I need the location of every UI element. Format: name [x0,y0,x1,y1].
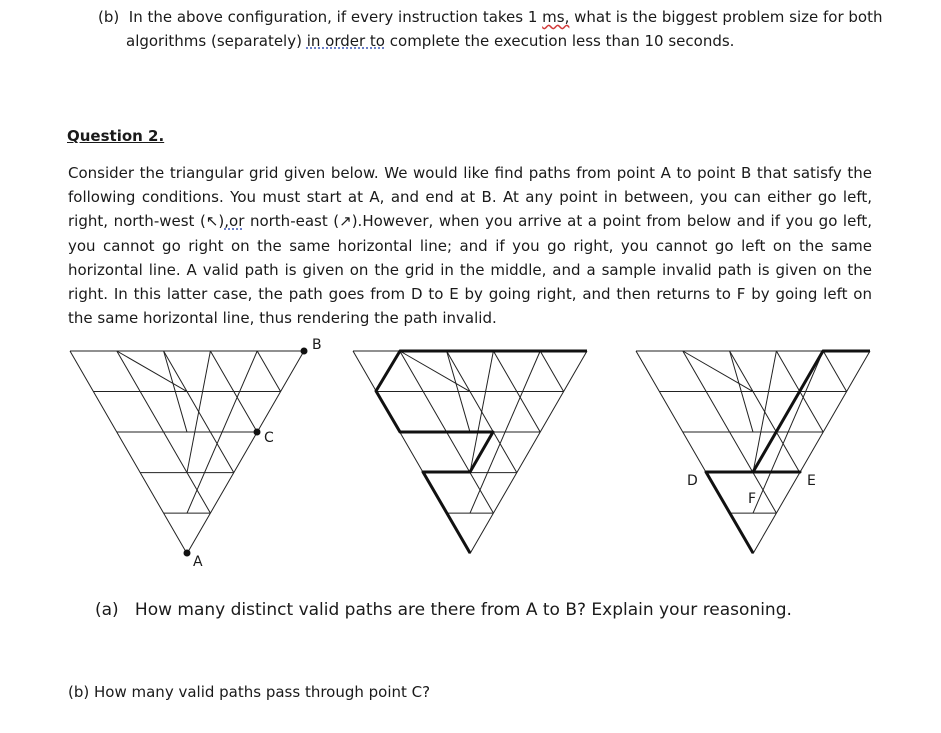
para-text-c: north-east (↗).However, when you arrive at a point from below and if you go left, you cannot go right on the same horizontal line; and if you go right, you cannot go left on the same horizontal line. A valid path is given on the grid in the middle, and a sample invalid path is given on the right. In this latter case, the path goes from D to E by going right, and then returns to F by going left on the same horizontal line, thus rendering the path invalid. [68,212,872,328]
part-a-question [95,600,792,620]
grid-diagonal-line [187,351,210,473]
question-2-heading: Question 2. [67,127,165,145]
grid-left [70,337,322,570]
point-a-dot [184,550,191,557]
part-b2-text: How many valid paths pass through point C? [94,683,431,701]
grid-diagonal-line [400,351,470,392]
grid-diagonal-line [683,351,753,392]
part-b-question [68,683,430,701]
label-f: F [748,491,757,507]
part-b-text-1a: In the above configuration, if every instruction takes 1 [128,8,543,26]
label-c: C [264,430,274,446]
part-b-text-2b: in order to [306,32,385,50]
grid-diagonal-line [540,351,563,392]
part-b-text-2c: complete the execution less than 10 seconds. [385,32,735,50]
part-b-text-2a: algorithms (separately) [126,32,307,50]
label-a: A [193,554,203,570]
part-b-label: (b) [98,8,120,26]
grid-right-invalid-path [636,351,870,554]
part-b-text-1b: ms, [542,8,570,26]
part-a-text: How many distinct valid paths are there from A to B? Explain your reasoning. [134,600,792,620]
part-b2-label: (b) [68,683,90,701]
point-b-dot [301,348,308,355]
grid-diagonal-line [257,351,280,392]
point-c-dot [254,429,261,436]
grid-middle-valid-path [353,351,587,554]
part-b-text-1c: what is the biggest problem size for both [569,8,883,26]
grid-diagonal-line [117,351,187,392]
part-a-label: (a) [95,600,119,620]
part-b-question-line-1 [98,8,883,26]
para-text-a: Consider the triangular grid given below. We would like find paths from point A to point B that satisfy the following conditions. You must start at A, and end at B. At any point in between, you can either go left, right, north-west (↖) [68,164,872,231]
valid-path-line [376,351,587,553]
para-text-b: ,or [224,212,245,231]
triangular-grids-figure [0,330,941,575]
question-2-paragraph [68,161,872,330]
label-d: D [687,473,698,489]
label-b: B [312,337,322,353]
part-b-question-line-2 [126,32,734,50]
grid-diagonal-line [823,351,846,392]
label-e: E [807,473,816,489]
